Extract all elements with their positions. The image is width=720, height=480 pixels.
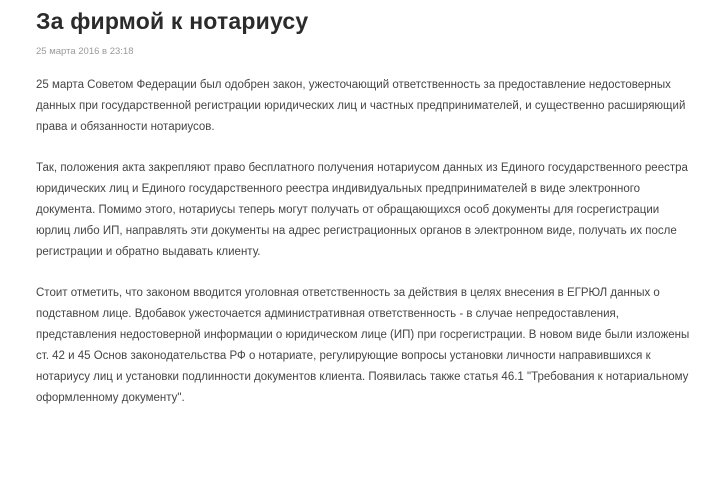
article-paragraph-1: 25 марта Советом Федерации был одобрен закон, ужесточающий ответственность за предоставление недостоверных данных при государственной регистрации юридических лиц и частных предпринимателей, и существенно расширяющий права и обязанности нотариусов.: [36, 79, 686, 133]
article-paragraph-3: Стоит отметить, что законом вводится уголовная ответственность за действия в целях внесения в ЕГРЮЛ данных о подставном лице. Вдобавок ужесточается административная ответственность - в случае непредоставления, представления недостоверной информации о юридическом лице (ИП) при госрегистрации. В новом виде были изложены ст. 42 и 45 Основ законодательства РФ о нотариате, регулирующие вопросы установки личности направившихся к нотариусу лиц и установки подлинности документов клиента. Появилась также статья 46.1 "Требования к нотариальному оформленному документу".: [36, 287, 690, 404]
article-date: 25 марта 2016 в 23:18: [36, 46, 134, 57]
article-title: За фирмой к нотариусу: [36, 8, 309, 34]
article-body: [36, 75, 700, 409]
article-paragraph-2: Так, положения акта закрепляют право бесплатного получения нотариусом данных из Единого государственного реестра юридических лиц и Единого государственного реестра индивидуальных предпринимателей в виде электронного документа. Помимо этого, нотариусы теперь могут получать от обращающихся особ документы для госрегистрации юрлиц либо ИП, направлять эти документы на адрес регистрационных органов в электронном виде, получать их после регистрации и обратно выдавать клиенту.: [36, 162, 688, 258]
